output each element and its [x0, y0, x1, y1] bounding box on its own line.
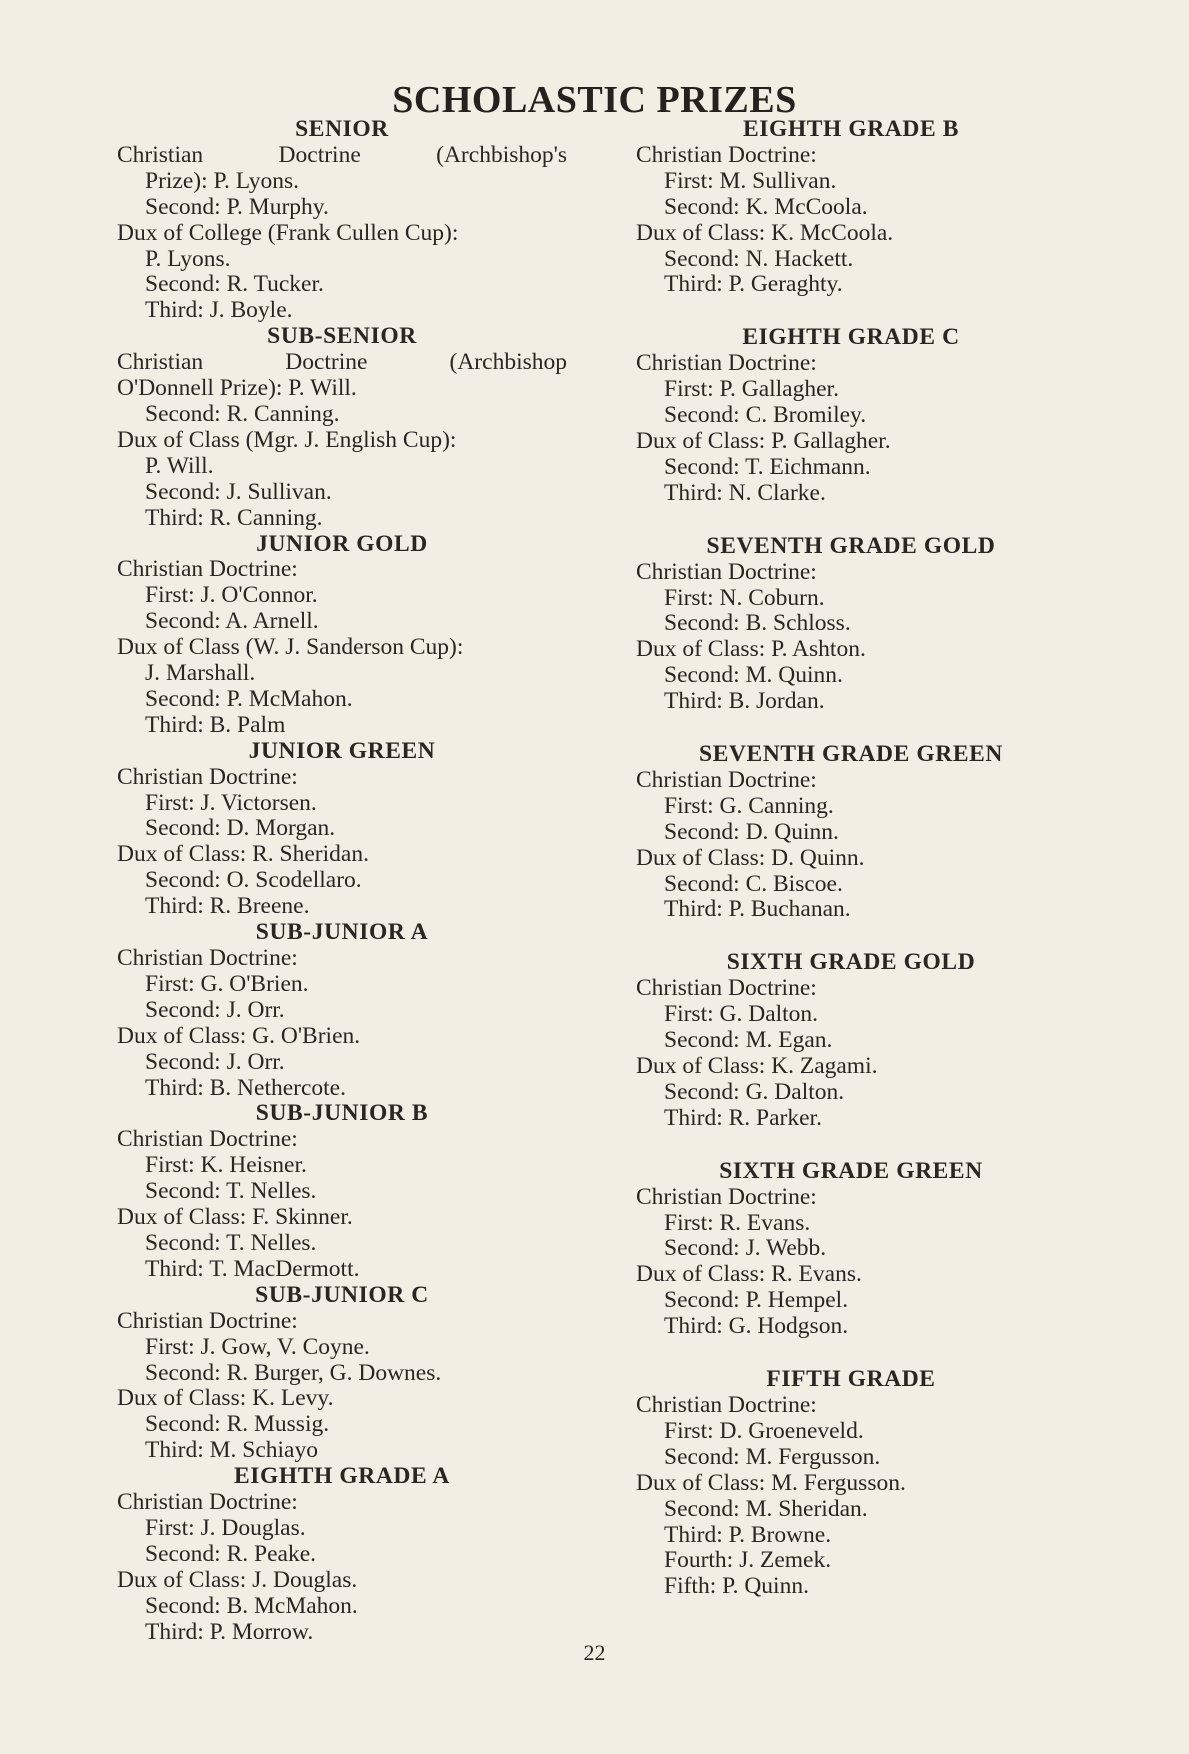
prize-section-eighth-grade-b	[636, 117, 1066, 298]
prize-line: Christian Doctrine:	[636, 766, 817, 793]
prize-line: First: G. Canning.	[664, 792, 834, 819]
prize-line: J. Marshall.	[145, 660, 256, 687]
prize-line: Third: P. Browne.	[664, 1521, 832, 1548]
section-heading: SUB-JUNIOR C	[255, 1281, 429, 1308]
prize-line: Dux of Class: G. O'Brien.	[117, 1022, 361, 1049]
prize-line: Third: P. Geraghty.	[664, 271, 843, 298]
prize-line: Dux of Class: J. Douglas.	[117, 1566, 358, 1593]
prize-line: Second: C. Biscoe.	[664, 870, 843, 897]
section-heading: EIGHTH GRADE B	[742, 116, 960, 142]
prize-line: Second: C. Bromiley.	[664, 402, 867, 429]
section-heading: SUB-SENIOR	[267, 323, 417, 350]
prize-line: Dux of Class: M. Fergusson.	[636, 1469, 906, 1496]
section-heading: JUNIOR GOLD	[256, 530, 428, 557]
prize-line: Third: B. Palm	[145, 711, 286, 738]
page-title: SCHOLASTIC PRIZES	[392, 79, 797, 121]
prize-line: Third: B. Jordan.	[664, 688, 825, 715]
prize-line: Third: P. Morrow.	[145, 1618, 314, 1645]
prize-line: Third: R. Canning.	[145, 504, 323, 531]
section-heading: FIFTH GRADE	[766, 1366, 936, 1393]
prize-line: Second: D. Morgan.	[145, 815, 336, 842]
section-heading: EIGHTH GRADE A	[233, 1463, 451, 1490]
prize-line: Christian Doctrine (Archbishop's	[117, 141, 567, 168]
prize-line: First: J. Victorsen.	[145, 789, 317, 816]
prize-line: Christian Doctrine:	[117, 556, 298, 583]
prize-line: First: P. Gallagher.	[664, 376, 839, 403]
prize-line: Third: N. Clarke.	[664, 479, 826, 506]
prize-line: Third: T. MacDermott.	[145, 1255, 360, 1282]
prize-line: Christian Doctrine:	[117, 1126, 298, 1153]
prize-line: Fifth: P. Quinn.	[664, 1573, 809, 1600]
section-heading: SENIOR	[295, 116, 389, 142]
prize-line: Second: O. Scodellaro.	[145, 867, 362, 894]
prize-line: Prize): P. Lyons.	[145, 167, 300, 194]
prize-section-sixth-grade-gold	[636, 950, 1066, 1131]
prize-line: Christian Doctrine:	[636, 1183, 817, 1210]
prize-line: Dux of Class: R. Evans.	[636, 1261, 862, 1288]
prize-line: Christian Doctrine:	[117, 1307, 298, 1334]
section-heading: SEVENTH GRADE GREEN	[699, 741, 1003, 768]
prize-section-seventh-grade-gold	[636, 534, 1066, 715]
page-number: 22	[583, 1640, 606, 1665]
prize-line: Second: D. Quinn.	[664, 818, 839, 845]
left-column	[117, 117, 567, 1645]
prize-line: Christian Doctrine:	[636, 975, 817, 1002]
prize-line: Second: P. Hempel.	[664, 1287, 849, 1314]
prize-line: First: R. Evans.	[664, 1209, 811, 1236]
prize-line: Third: G. Hodgson.	[664, 1313, 849, 1340]
prize-line: Third: P. Buchanan.	[664, 896, 851, 923]
prize-line: Second: R. Burger, G. Downes.	[145, 1359, 442, 1386]
prize-line: Second: M. Egan.	[664, 1027, 833, 1054]
section-heading: SUB-JUNIOR B	[255, 1100, 429, 1127]
prize-line: Second: A. Arnell.	[145, 608, 319, 635]
prize-line: First: M. Sullivan.	[664, 167, 837, 194]
prize-line: Second: P. Murphy.	[145, 193, 329, 220]
prize-section-sub-junior-b	[117, 1101, 567, 1282]
prize-line: Second: R. Tucker.	[145, 271, 324, 298]
prize-line: Dux of Class (W. J. Sanderson Cup):	[117, 634, 464, 661]
prize-line: Second: M. Sheridan.	[664, 1495, 868, 1522]
prize-line: Third: B. Nethercote.	[145, 1074, 346, 1101]
prize-line: Second: P. McMahon.	[145, 685, 353, 712]
prize-line: First: J. Douglas.	[145, 1514, 306, 1541]
prize-section-eighth-grade-a	[117, 1464, 567, 1645]
prize-line: Second: J. Webb.	[664, 1235, 827, 1262]
prize-section-sub-senior	[117, 324, 567, 531]
section-heading: SEVENTH GRADE GOLD	[706, 532, 996, 559]
prize-line: Second: N. Hackett.	[664, 245, 854, 272]
prize-section-senior	[117, 117, 567, 324]
prize-line: Third: J. Boyle.	[145, 297, 293, 324]
prize-line: First: K. Heisner.	[145, 1152, 307, 1179]
prize-line: First: N. Coburn.	[664, 584, 825, 611]
prize-line: Second: T. Nelles.	[145, 1229, 317, 1256]
prize-line: Christian Doctrine:	[636, 141, 817, 168]
prize-line: Christian Doctrine:	[117, 763, 298, 790]
prize-line: Second: R. Mussig.	[145, 1411, 330, 1438]
prize-line: Dux of Class: D. Quinn.	[636, 844, 865, 871]
prize-line: Second: T. Nelles.	[145, 1178, 317, 1205]
section-heading: SIXTH GRADE GREEN	[719, 1157, 983, 1184]
prize-section-seventh-grade-green	[636, 742, 1066, 923]
prize-line: Christian Doctrine:	[117, 945, 298, 971]
prize-line: Fourth: J. Zemek.	[664, 1547, 832, 1574]
prize-line: Second: K. McCoola.	[664, 193, 868, 220]
prize-line: Third: M. Schiayo	[145, 1437, 318, 1464]
prize-line: Second: B. Schloss.	[664, 610, 851, 637]
prize-line: Dux of College (Frank Cullen Cup):	[117, 219, 459, 246]
prize-line: Second: R. Canning.	[145, 400, 340, 427]
right-column	[636, 117, 1066, 1600]
prize-line: Second: J. Sullivan.	[145, 478, 332, 505]
prize-section-eighth-grade-c	[636, 325, 1066, 506]
prize-line: Dux of Class: F. Skinner.	[117, 1204, 353, 1231]
prize-line: Dux of Class: R. Sheridan.	[117, 841, 369, 868]
prize-line: Second: T. Eichmann.	[664, 453, 871, 480]
prize-line: Christian Doctrine:	[636, 1391, 817, 1418]
section-heading: JUNIOR GREEN	[248, 737, 436, 764]
prize-line: Second: G. Dalton.	[664, 1078, 845, 1105]
prize-line: P. Will.	[145, 452, 214, 479]
section-heading: SIXTH GRADE GOLD	[726, 949, 976, 976]
prize-section-sixth-grade-green	[636, 1159, 1066, 1340]
prize-line: First: G. O'Brien.	[145, 970, 309, 997]
prize-line: Second: R. Peake.	[145, 1540, 316, 1567]
prize-line: Second: J. Orr.	[145, 996, 285, 1023]
prize-section-sub-junior-c	[117, 1283, 567, 1464]
prize-line: Dux of Class: K. McCoola.	[636, 219, 894, 246]
prize-line: First: J. Gow, V. Coyne.	[145, 1333, 370, 1360]
prize-section-sub-junior-a	[117, 920, 567, 1101]
prize-line: First: D. Groeneveld.	[664, 1417, 864, 1444]
prize-line: Dux of Class: P. Ashton.	[636, 636, 866, 663]
prize-line: First: J. O'Connor.	[145, 582, 318, 609]
prize-line: Dux of Class: K. Levy.	[117, 1385, 334, 1412]
prize-line: Christian Doctrine:	[636, 350, 817, 377]
prize-line: P. Lyons.	[145, 245, 231, 272]
prize-line: Dux of Class (Mgr. J. English Cup):	[117, 426, 457, 453]
section-heading: EIGHTH GRADE C	[742, 324, 960, 351]
prize-section-fifth-grade	[636, 1367, 1066, 1600]
prize-line: Second: J. Orr.	[145, 1048, 285, 1075]
prize-line: Second: M. Quinn.	[664, 662, 843, 689]
prize-line: Third: R. Parker.	[664, 1104, 822, 1131]
prize-line: O'Donnell Prize): P. Will.	[117, 375, 357, 402]
prize-line: Dux of Class: P. Gallagher.	[636, 427, 891, 454]
prize-line: Christian Doctrine (Archbishop	[117, 349, 567, 376]
prize-line: First: G. Dalton.	[664, 1001, 819, 1028]
prize-line: Third: R. Breene.	[145, 893, 310, 920]
section-heading: SUB-JUNIOR A	[255, 919, 429, 946]
prize-line: Christian Doctrine:	[117, 1489, 298, 1516]
prize-section-junior-gold	[117, 532, 567, 739]
prize-line: Second: B. McMahon.	[145, 1592, 358, 1619]
prize-line: Christian Doctrine:	[636, 558, 817, 585]
prize-line: Second: M. Fergusson.	[664, 1443, 881, 1470]
prize-section-junior-green	[117, 739, 567, 920]
prize-line: Dux of Class: K. Zagami.	[636, 1053, 878, 1079]
